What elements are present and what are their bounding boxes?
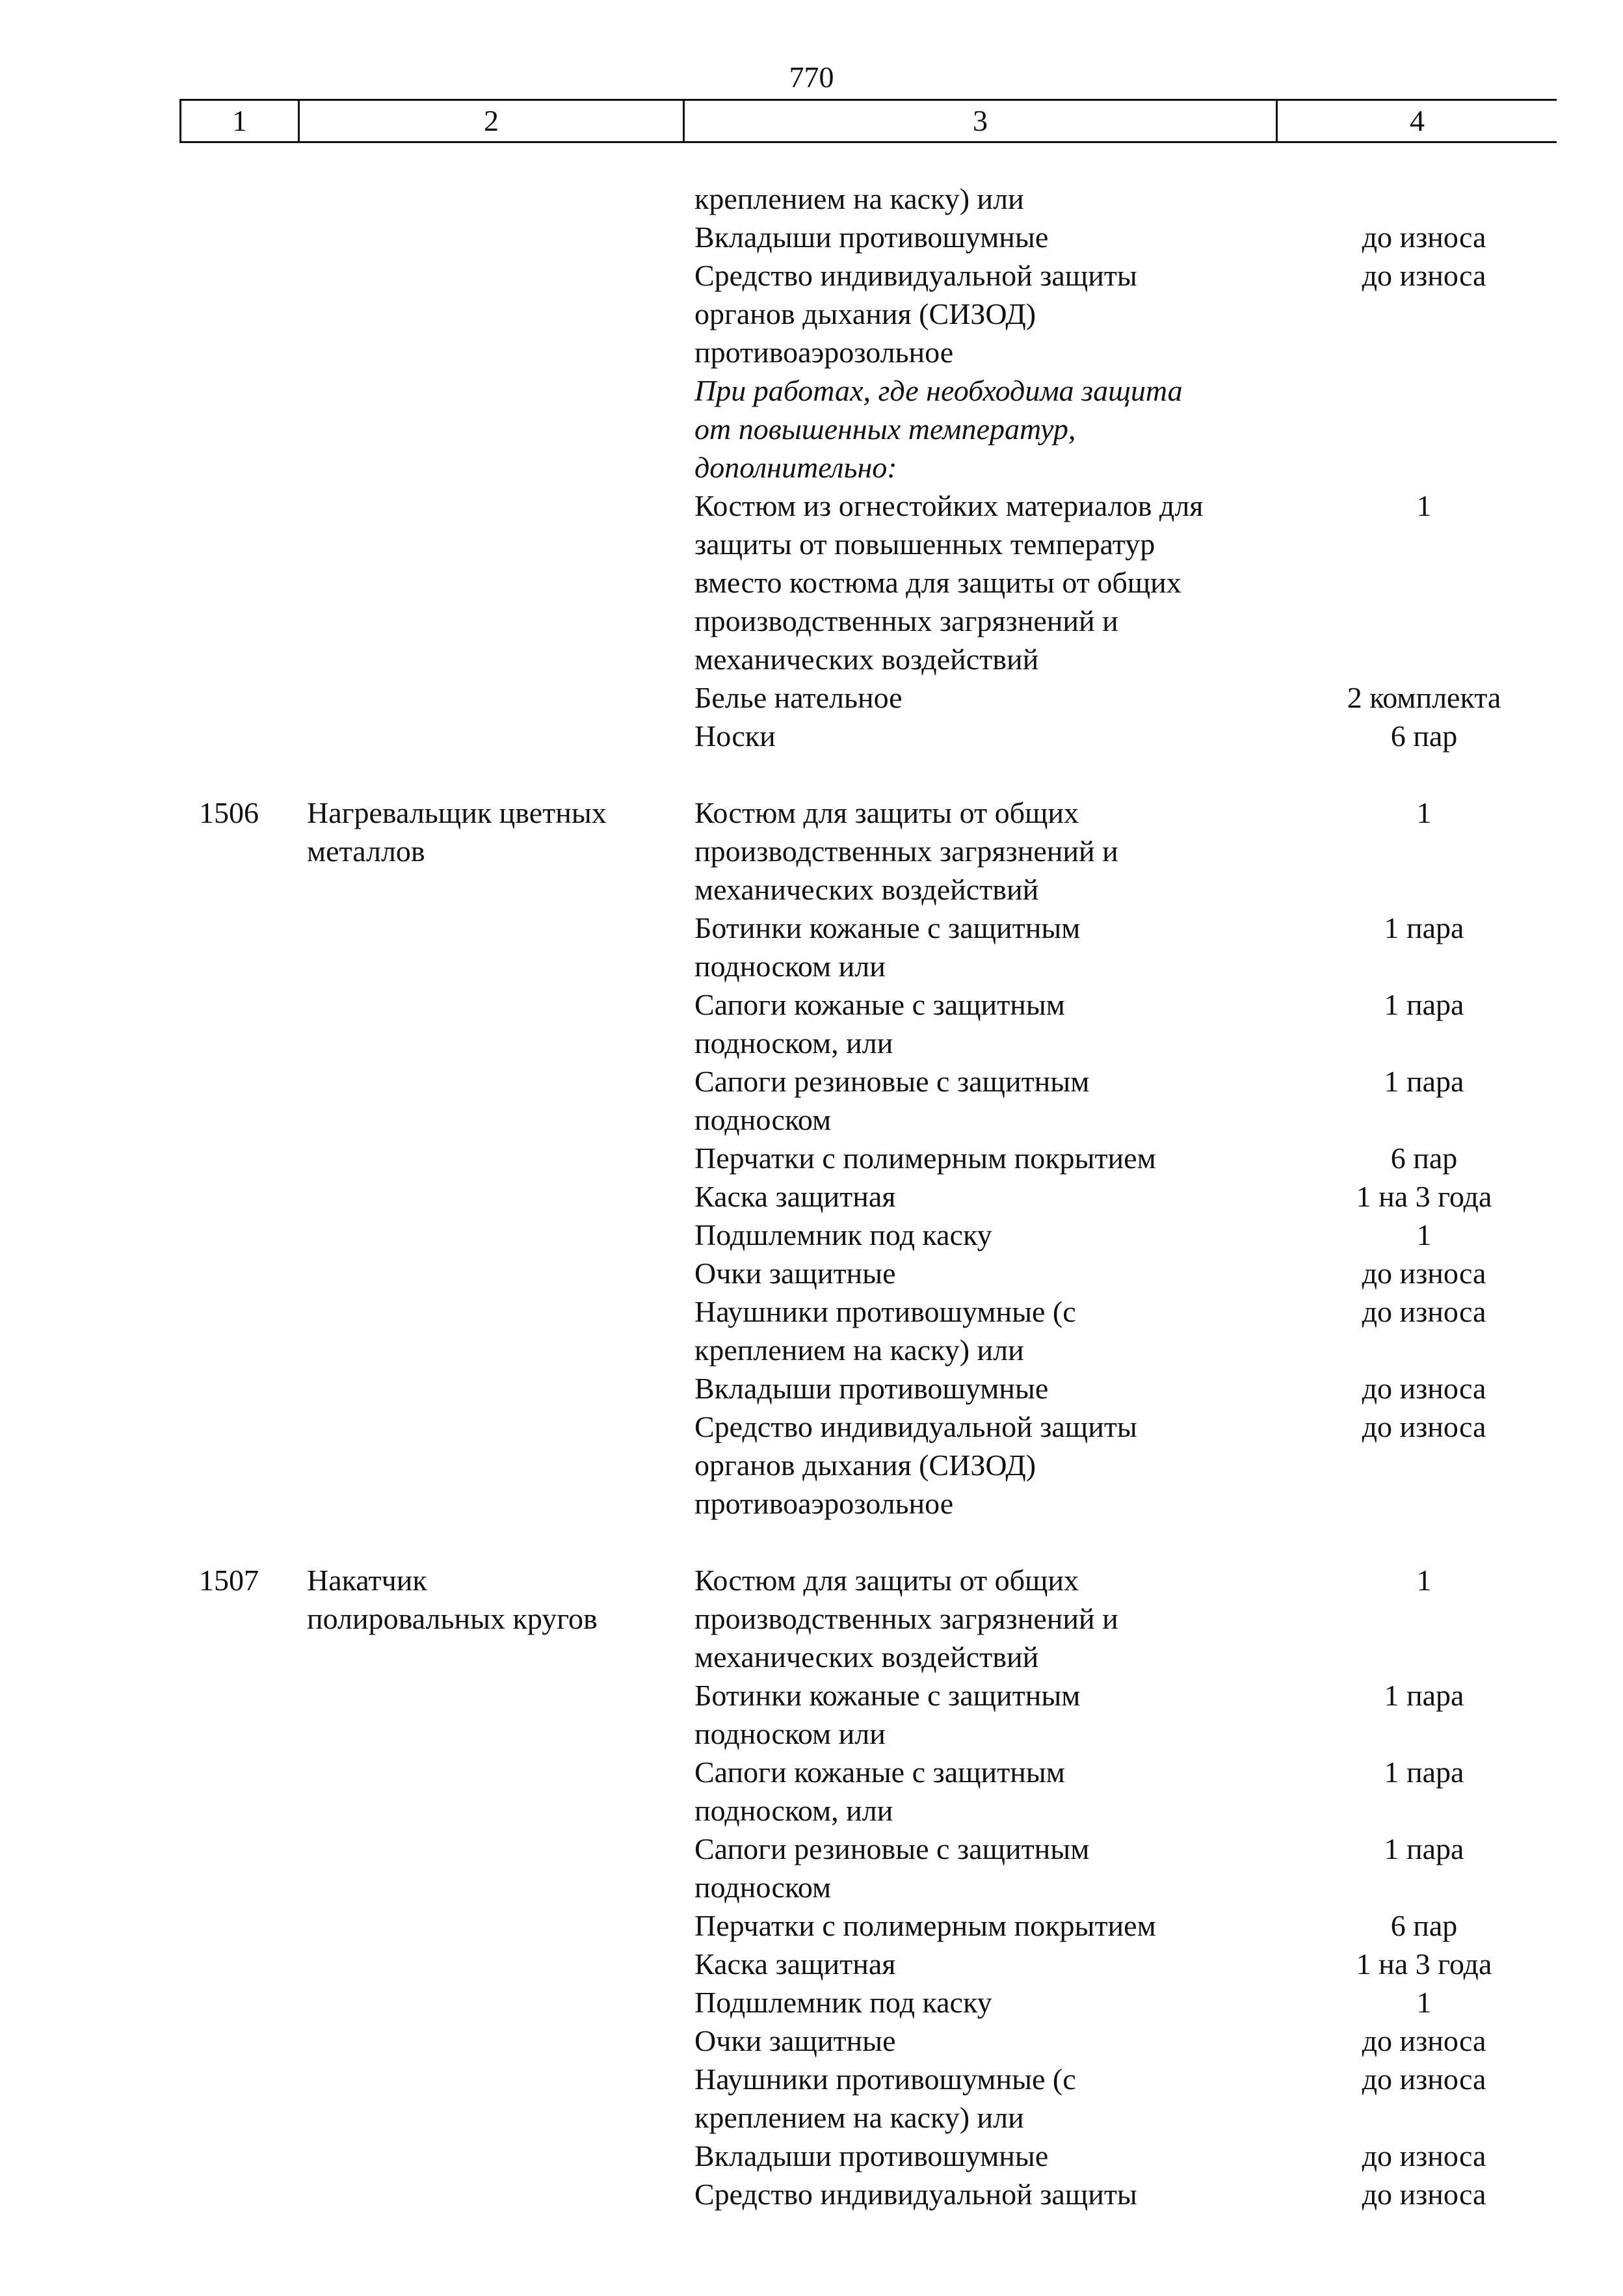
item-line: Каска защитная	[694, 1180, 896, 1213]
quantity: до износа	[1362, 1257, 1486, 1290]
item-line: производственных загрязнений и	[694, 604, 1118, 637]
quantity: до износа	[1362, 1372, 1486, 1405]
item-line: Наушники противошумные (с	[694, 1295, 1076, 1328]
page-number: 770	[789, 60, 834, 94]
item-line: Перчатки с полимерным покрытием	[694, 1909, 1156, 1942]
item-line: Вкладыши противошумные	[694, 2139, 1049, 2172]
item-line: Ботинки кожаные с защитным	[694, 911, 1081, 944]
item-line: Очки защитные	[694, 1257, 896, 1290]
header-col-1: 1	[179, 101, 298, 141]
quantity: до износа	[1362, 2062, 1486, 2096]
header-col-2: 2	[298, 101, 683, 141]
quantity: до износа	[1362, 2178, 1486, 2211]
item-line: Сапоги резиновые с защитным	[694, 1832, 1090, 1865]
quantity: 1 на 3 года	[1356, 1180, 1492, 1213]
item-line: Наушники противошумные (с	[694, 2062, 1076, 2096]
item-line: Носки	[694, 719, 776, 753]
item-line: противоаэрозольное	[694, 336, 954, 369]
header-col-4: 4	[1276, 101, 1557, 141]
item-line: подноском, или	[694, 1026, 893, 1060]
item-line: производственных загрязнений и	[694, 1602, 1118, 1635]
item-line: креплением на каску) или	[694, 182, 1024, 215]
item-line: подноском, или	[694, 1794, 893, 1827]
header-col-3: 3	[683, 101, 1276, 141]
item-line: Перчатки с полимерным покрытием	[694, 1141, 1156, 1175]
item-line: Очки защитные	[694, 2024, 896, 2057]
quantity: 1 пара	[1384, 988, 1464, 1021]
condition-note: от повышенных температур,	[694, 412, 1076, 446]
quantity: 6 пар	[1390, 1141, 1458, 1175]
quantity: 1	[1416, 1986, 1432, 2019]
quantity: до износа	[1362, 2024, 1486, 2057]
quantity: 1 пара	[1384, 1832, 1464, 1865]
quantity: до износа	[1362, 1410, 1486, 1443]
quantity: до износа	[1362, 1295, 1486, 1328]
profession-name: металлов	[307, 834, 425, 868]
quantity: 1 пара	[1384, 1065, 1464, 1098]
item-line: Сапоги резиновые с защитным	[694, 1065, 1090, 1098]
profession-name: Нагревальщик цветных	[307, 796, 607, 829]
quantity: до износа	[1362, 220, 1486, 254]
item-line: Подшлемник под каску	[694, 1218, 992, 1251]
item-line: защиты от повышенных температур	[694, 527, 1155, 561]
quantity: до износа	[1362, 2139, 1486, 2172]
item-line: Ботинки кожаные с защитным	[694, 1679, 1081, 1712]
item-line: Средство индивидуальной защиты	[694, 2178, 1137, 2211]
quantity: 1	[1416, 796, 1432, 829]
item-line: Белье нательное	[694, 681, 903, 714]
item-line: креплением на каску) или	[694, 2101, 1024, 2134]
item-line: подноском или	[694, 950, 886, 983]
item-line: Каска защитная	[694, 1947, 896, 1981]
item-line: производственных загрязнений и	[694, 834, 1118, 868]
item-line: Сапоги кожаные с защитным	[694, 988, 1065, 1021]
quantity: 2 комплекта	[1347, 681, 1501, 714]
item-line: подноском или	[694, 1717, 886, 1750]
quantity: 1 пара	[1384, 1679, 1464, 1712]
quantity: 1 на 3 года	[1356, 1947, 1492, 1981]
condition-note: дополнительно:	[694, 451, 897, 484]
item-line: механических воздействий	[694, 643, 1039, 676]
item-line: Подшлемник под каску	[694, 1986, 992, 2019]
quantity: 1	[1416, 489, 1432, 522]
entry-number: 1507	[199, 1564, 259, 1597]
item-line: механических воздействий	[694, 873, 1039, 906]
quantity: 1 пара	[1384, 1755, 1464, 1789]
item-line: Вкладыши противошумные	[694, 220, 1049, 254]
item-line: подноском	[694, 1103, 832, 1136]
item-line: механических воздействий	[694, 1640, 1039, 1674]
item-line: Средство индивидуальной защиты	[694, 259, 1137, 292]
item-line: Костюм для защиты от общих	[694, 796, 1079, 829]
item-line: органов дыхания (СИЗОД)	[694, 1448, 1036, 1482]
quantity: 6 пар	[1390, 719, 1458, 753]
profession-name: полировальных кругов	[307, 1602, 598, 1635]
item-line: Сапоги кожаные с защитным	[694, 1755, 1065, 1789]
item-line: Вкладыши противошумные	[694, 1372, 1049, 1405]
profession-name: Накатчик	[307, 1564, 427, 1597]
item-line: креплением на каску) или	[694, 1333, 1024, 1367]
quantity: 1	[1416, 1564, 1432, 1597]
item-line: Средство индивидуальной защиты	[694, 1410, 1137, 1443]
quantity: 1	[1416, 1218, 1432, 1251]
item-line: подноском	[694, 1871, 832, 1904]
item-line: Костюм для защиты от общих	[694, 1564, 1079, 1597]
quantity: 6 пар	[1390, 1909, 1458, 1942]
condition-note: При работах, где необходима защита	[694, 374, 1183, 407]
entry-number: 1506	[199, 796, 259, 829]
quantity: до износа	[1362, 259, 1486, 292]
item-line: вместо костюма для защиты от общих	[694, 566, 1181, 599]
quantity: 1 пара	[1384, 911, 1464, 944]
item-line: Костюм из огнестойких материалов для	[694, 489, 1204, 522]
item-line: органов дыхания (СИЗОД)	[694, 297, 1036, 330]
item-line: противоаэрозольное	[694, 1487, 954, 1520]
